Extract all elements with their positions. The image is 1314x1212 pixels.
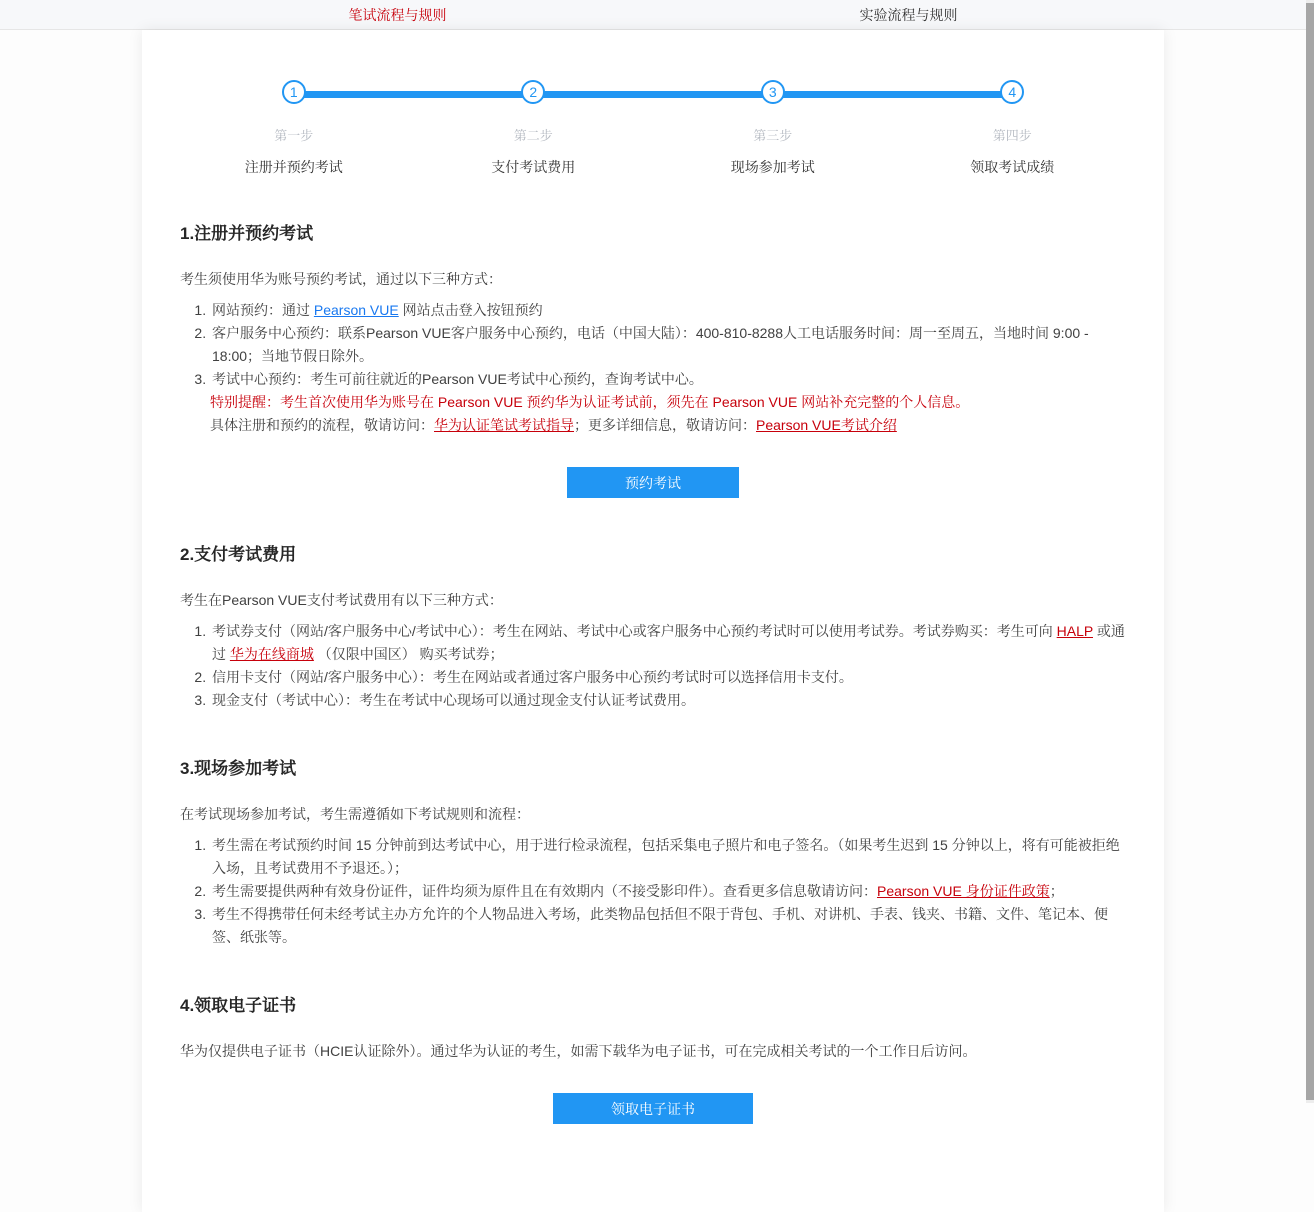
- step-3: [653, 80, 893, 177]
- vertical-scrollbar[interactable]: [1306, 0, 1314, 1103]
- huawei-online-store-link[interactable]: 华为在线商城: [230, 646, 314, 662]
- list-item-text: 网站预约：通过: [212, 302, 314, 318]
- top-tab-bar-inner: [142, 0, 1164, 30]
- list-item-text: 考试券支付（网站/客户服务中心/考试中心）：考生在网站、考试中心或客户服务中心预约考试时可以使用考试券。考试券购买：考生可向: [212, 623, 1057, 639]
- step-1-label: 注册并预约考试: [174, 157, 414, 177]
- step-3-label: 现场参加考试: [653, 157, 893, 177]
- step-2-circle: 2: [521, 80, 545, 104]
- step-4-circle: 4: [1000, 80, 1024, 104]
- list-item: 3. 考试中心预约：考生可前往就近的Pearson VUE考试中心预约，查询考试中心。: [210, 368, 1126, 391]
- guide-text: 具体注册和预约的流程，敬请访问：: [210, 417, 434, 433]
- step-2-sub: 第二步: [414, 125, 654, 144]
- special-reminder-text: 特别提醒：考生首次使用华为账号在 Pearson VUE 预约华为认证考试前，须先在 Pearson VUE 网站补充完整的个人信息。: [180, 391, 1126, 414]
- step-1-sub: 第一步: [174, 125, 414, 144]
- step-3-sub: 第三步: [653, 125, 893, 144]
- id-policy-link[interactable]: Pearson VUE 身份证件政策: [877, 883, 1050, 899]
- book-exam-button[interactable]: 预约考试: [567, 467, 739, 498]
- step-1: [174, 80, 414, 177]
- written-exam-guide-link[interactable]: 华为认证笔试考试指导: [434, 417, 574, 433]
- step-1-circle: 1: [282, 80, 306, 104]
- list-item: [210, 299, 1126, 322]
- section-onsite-exam-title: 3.现场参加考试: [180, 754, 1126, 779]
- section-register-title: 1.注册并预约考试: [180, 219, 1126, 244]
- register-methods-list: [180, 299, 1126, 391]
- list-item-text: （仅限中国区） 购买考试券；: [314, 646, 504, 662]
- list-item: 2. 信用卡支付（网站/客户服务中心）：考生在网站或者通过客户服务中心预约考试时可以选择信用卡支付。: [210, 666, 1126, 689]
- step-3-circle: 3: [761, 80, 785, 104]
- scrollbar-thumb[interactable]: [1306, 3, 1314, 1100]
- content-card: [142, 30, 1164, 1212]
- get-certificate-button-row: [180, 1093, 1126, 1124]
- step-2-label: 支付考试费用: [414, 157, 654, 177]
- section-onsite-exam-intro: 在考试现场参加考试，考生需遵循如下考试规则和流程：: [180, 803, 1126, 826]
- guide-text: ；更多详细信息，敬请访问：: [574, 417, 756, 433]
- list-item: 3. 现金支付（考试中心）：考生在考试中心现场可以通过现金支付认证考试费用。: [210, 689, 1126, 712]
- payment-methods-list: [180, 620, 1126, 712]
- stepper-steps-row: [174, 80, 1132, 177]
- list-item: 2. 客户服务中心预约：联系Pearson VUE客户服务中心预约，电话（中国大陆）：400-810-8288人工电话服务时间：周一至周五，当地时间 9:00 - 18:00；当地节假日除外。: [210, 322, 1126, 368]
- halp-link[interactable]: HALP: [1057, 623, 1093, 639]
- section-payment: [142, 540, 1164, 712]
- top-tab-bar: [0, 0, 1314, 30]
- list-item-text: 考生需要提供两种有效身份证件，证件均须为原件且在有效期内（不接受影印件）。查看更多信息敬请访问：: [212, 883, 877, 899]
- list-item: [210, 880, 1126, 903]
- section-onsite-exam: [142, 754, 1164, 949]
- step-4: [893, 80, 1133, 177]
- section-payment-title: 2.支付考试费用: [180, 540, 1126, 565]
- list-item: 3. 考生不得携带任何未经考试主办方允许的个人物品进入考场，此类物品包括但不限于背包、手机、对讲机、手表、钱夹、书籍、文件、笔记本、便签、纸张等。: [210, 903, 1126, 949]
- section-payment-intro: 考生在Pearson VUE支付考试费用有以下三种方式：: [180, 589, 1126, 612]
- list-item-text: ；: [1050, 883, 1064, 899]
- onsite-rules-list: [180, 834, 1126, 949]
- book-exam-button-row: [180, 467, 1126, 498]
- list-item-text: 网站点击登入按钮预约: [399, 302, 543, 318]
- pearson-vue-intro-link[interactable]: Pearson VUE考试介绍: [756, 417, 897, 433]
- section-register: [142, 219, 1164, 498]
- exam-process-stepper: [174, 30, 1132, 177]
- list-item: 1. 考生需在考试预约时间 15 分钟前到达考试中心，用于进行检录流程，包括采集电子照片和电子签名。（如果考生迟到 15 分钟以上，将有可能被拒绝入场，且考试费用不予退还。）；: [210, 834, 1126, 880]
- step-4-label: 领取考试成绩: [893, 157, 1133, 177]
- section-certificate-intro: 华为仅提供电子证书（HCIE认证除外）。通过华为认证的考生，如需下载华为电子证书，可在完成相关考试的一个工作日后访问。: [180, 1040, 1126, 1063]
- tab-lab-exam-process[interactable]: 实验流程与规则: [653, 0, 1164, 30]
- list-item-text: 或通过: [212, 623, 1125, 662]
- list-item: [210, 620, 1126, 666]
- register-guide-line: [180, 414, 1126, 437]
- step-4-sub: 第四步: [893, 125, 1133, 144]
- section-certificate-title: 4.领取电子证书: [180, 991, 1126, 1016]
- step-2: [414, 80, 654, 177]
- section-register-intro: 考生须使用华为账号预约考试，通过以下三种方式：: [180, 268, 1126, 291]
- pearson-vue-link[interactable]: Pearson VUE: [314, 302, 399, 318]
- section-certificate: [142, 991, 1164, 1124]
- get-certificate-button[interactable]: 领取电子证书: [553, 1093, 753, 1124]
- tab-written-exam-process[interactable]: 笔试流程与规则: [142, 0, 653, 30]
